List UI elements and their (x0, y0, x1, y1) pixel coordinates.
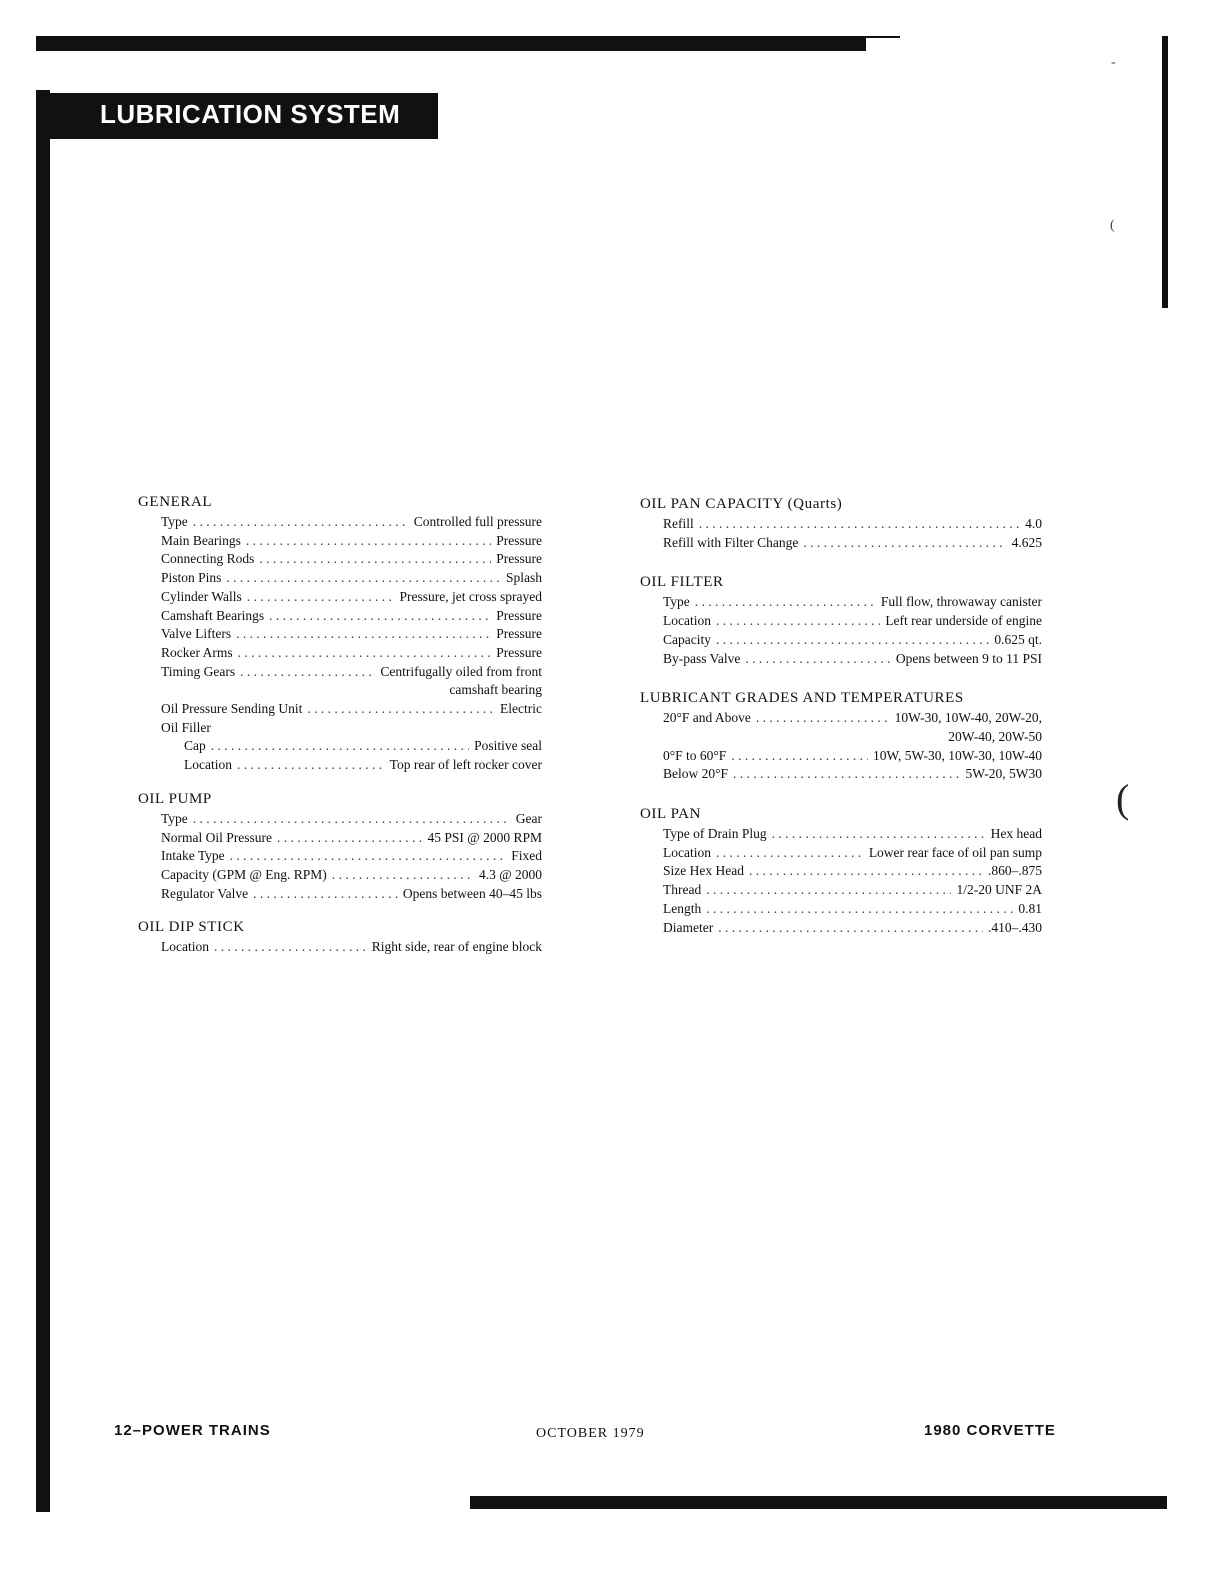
scan-mark: ( (1110, 218, 1115, 233)
spec-value: Opens between 40–45 lbs (402, 885, 542, 901)
spec-value: Splash (505, 570, 542, 586)
spec-section (138, 492, 542, 775)
footer-left: 12–POWER TRAINS (114, 1422, 271, 1439)
spec-row (640, 765, 1042, 784)
spec-value-continuation: camshaft bearing (449, 682, 542, 698)
spec-value: Left rear underside of engine (885, 613, 1042, 629)
spec-row (640, 881, 1042, 900)
spec-value: 0.81 (1018, 900, 1042, 916)
spec-row (138, 550, 542, 569)
leader-dots (238, 644, 492, 663)
leader-dots (699, 515, 1020, 534)
footer-model (924, 1422, 1056, 1439)
spec-row (138, 700, 542, 719)
leader-dots (749, 862, 983, 881)
spec-value: Lower rear face of oil pan sump (868, 844, 1042, 860)
spec-label: Intake Type (161, 848, 225, 864)
spec-row (640, 612, 1042, 631)
spec-section (640, 494, 1042, 552)
section-gap (138, 903, 542, 917)
spec-value: Controlled full pressure (413, 514, 542, 529)
spec-row (138, 810, 542, 829)
spec-value: 10W-30, 10W-40, 20W-20, (894, 710, 1042, 726)
leader-dots (756, 709, 890, 728)
spec-section (640, 804, 1042, 937)
spec-value: Top rear of left rocker cover (389, 757, 542, 773)
spec-label: Type (161, 810, 188, 826)
leader-dots (237, 756, 385, 775)
spec-label: Location (161, 939, 209, 955)
spec-label: Below 20°F (663, 766, 729, 782)
spec-row (640, 900, 1042, 919)
spec-row (138, 569, 542, 588)
leader-dots (277, 829, 423, 848)
spec-row (138, 756, 542, 775)
spec-label: Timing Gears (161, 663, 236, 679)
spec-section (640, 572, 1042, 668)
leader-dots (214, 938, 367, 957)
spec-value: Centrifugally oiled from front (380, 663, 542, 679)
spec-row (138, 866, 542, 885)
spec-row (138, 719, 542, 738)
spec-label: Piston Pins (161, 570, 222, 586)
spec-row (640, 534, 1042, 553)
spec-label: Length (663, 900, 702, 916)
spec-row (640, 862, 1042, 881)
spec-section (138, 789, 542, 904)
right-column (640, 494, 1042, 937)
spec-row (640, 593, 1042, 612)
spec-row (138, 588, 542, 607)
spec-label: Type (161, 514, 188, 529)
spec-value: Pressure (496, 607, 542, 623)
leader-dots (269, 607, 491, 626)
spec-label: Normal Oil Pressure (161, 829, 272, 845)
spec-value: Pressure, jet cross sprayed (399, 588, 542, 604)
spec-row (640, 709, 1042, 728)
spec-value: Opens between 9 to 11 PSI (895, 650, 1042, 666)
leader-dots (332, 866, 474, 885)
spec-row (640, 919, 1042, 938)
leader-dots (307, 700, 495, 719)
spec-label: Refill (663, 516, 694, 531)
top-rule-thin (866, 36, 900, 38)
spec-row (138, 829, 542, 848)
spec-row (138, 607, 542, 626)
spec-value: 4.625 (1011, 534, 1042, 550)
footer-center: OCTOBER 1979 (536, 1426, 645, 1441)
spec-label: Main Bearings (161, 532, 241, 548)
binding-bracket: ( (1116, 776, 1130, 821)
spec-label: Type of Drain Plug (663, 826, 767, 842)
spec-label: Camshaft Bearings (161, 607, 265, 623)
spec-label: Cap (184, 738, 206, 754)
spec-section (138, 917, 542, 957)
section-heading: GENERAL (138, 494, 213, 510)
spec-value: 45 PSI @ 2000 RPM (427, 829, 542, 845)
leader-dots (706, 881, 951, 900)
spec-section (640, 688, 1042, 784)
leader-dots (772, 825, 986, 844)
spec-label: Oil Filler (161, 719, 211, 735)
spec-row (138, 847, 542, 866)
leader-dots (253, 885, 398, 904)
section-heading: LUBRICANT GRADES AND TEMPERATURES (640, 690, 964, 707)
spec-value: 10W, 5W-30, 10W-30, 10W-40 (873, 747, 1042, 763)
footer-right: 1980 CORVETTE (924, 1422, 1056, 1439)
section-heading: OIL PUMP (138, 790, 212, 807)
spec-value: Pressure (496, 532, 542, 548)
leader-dots (193, 513, 409, 532)
spec-row (138, 644, 542, 663)
spec-label: Valve Lifters (161, 626, 232, 642)
leader-dots (803, 534, 1006, 553)
spec-value: 4.0 (1025, 516, 1042, 531)
spec-row (138, 625, 542, 644)
spec-label: Diameter (663, 919, 714, 935)
spec-row (640, 825, 1042, 844)
spec-label: 0°F to 60°F (663, 747, 727, 763)
top-rule (36, 36, 866, 51)
spec-row (138, 737, 542, 756)
leader-dots (211, 737, 469, 756)
section-heading: OIL FILTER (640, 574, 724, 591)
spec-label: Oil Pressure Sending Unit (161, 701, 303, 717)
spec-row (640, 631, 1042, 650)
leader-dots (716, 844, 864, 863)
spec-value: Fixed (511, 848, 542, 864)
spec-value: Gear (515, 810, 542, 826)
leader-dots (230, 847, 507, 866)
right-margin-line (1162, 36, 1168, 308)
spec-label: Location (663, 613, 711, 629)
spec-label: Thread (663, 882, 702, 898)
scan-mark: - (1111, 55, 1116, 70)
page-title: LUBRICATION SYSTEM (100, 99, 401, 129)
leader-dots (247, 588, 395, 607)
spec-value: Pressure (496, 626, 542, 642)
spec-value: 0.625 qt. (994, 631, 1042, 647)
section-gap (640, 784, 1042, 804)
spec-value: 5W-20, 5W30 (965, 766, 1042, 782)
leader-dots (226, 569, 501, 588)
section-heading: OIL DIP STICK (138, 919, 245, 936)
section-gap (640, 668, 1042, 688)
spec-value: 4.3 @ 2000 (478, 866, 542, 882)
spec-row (640, 844, 1042, 863)
spec-label: Size Hex Head (663, 863, 744, 879)
spec-value: Full flow, throwaway canister (880, 594, 1042, 610)
leader-dots (731, 747, 868, 766)
spec-row (640, 747, 1042, 766)
spec-row (138, 885, 542, 904)
spec-label: Location (184, 757, 232, 773)
footer-section (114, 1422, 271, 1439)
leader-dots (718, 919, 983, 938)
spec-label: Cylinder Walls (161, 588, 242, 604)
spec-row (138, 938, 542, 957)
spec-value: .860–.875 (988, 863, 1042, 879)
spec-row (138, 663, 542, 682)
leader-dots (745, 650, 891, 669)
spec-value: Positive seal (474, 738, 542, 754)
section-heading: OIL PAN (640, 806, 702, 823)
leader-dots (240, 663, 375, 682)
left-column (138, 492, 542, 957)
spec-label: Location (663, 844, 711, 860)
spec-label: Refill with Filter Change (663, 534, 799, 550)
spec-label: Capacity (GPM @ Eng. RPM) (161, 866, 327, 882)
bottom-rule (470, 1496, 1167, 1509)
leader-dots (716, 631, 989, 650)
leader-dots (246, 532, 491, 551)
spec-row (138, 513, 542, 532)
section-heading: OIL PAN CAPACITY (Quarts) (640, 496, 843, 512)
spec-value: Pressure (496, 551, 542, 567)
spec-label: 20°F and Above (663, 710, 751, 726)
spec-row (640, 650, 1042, 669)
spec-value: 1/2-20 UNF 2A (956, 882, 1042, 898)
leader-dots (733, 765, 960, 784)
spec-label: Regulator Valve (161, 885, 249, 901)
spec-row (138, 532, 542, 551)
spec-label: Rocker Arms (161, 644, 233, 660)
spec-row (640, 515, 1042, 534)
footer-date (536, 1426, 645, 1442)
leader-dots (716, 612, 880, 631)
spec-label: Capacity (663, 631, 711, 647)
spec-value: .410–.430 (988, 919, 1042, 935)
spec-value: Electric (500, 701, 542, 717)
leader-dots (259, 550, 491, 569)
leader-dots (236, 625, 491, 644)
spec-value: Right side, rear of engine block (371, 939, 542, 955)
spec-value: Pressure (496, 644, 542, 660)
leader-dots (193, 810, 511, 829)
leader-dots (695, 593, 876, 612)
section-title-banner (38, 93, 438, 139)
spec-value: Hex head (990, 826, 1042, 842)
spec-label: Type (663, 594, 690, 610)
section-gap (640, 552, 1042, 572)
spec-value-continuation: 20W-40, 20W-50 (948, 728, 1042, 744)
spec-label: Connecting Rods (161, 551, 255, 567)
left-margin-bar (36, 90, 50, 1512)
section-gap (138, 775, 542, 789)
spec-label: By-pass Valve (663, 650, 741, 666)
leader-dots (706, 900, 1013, 919)
